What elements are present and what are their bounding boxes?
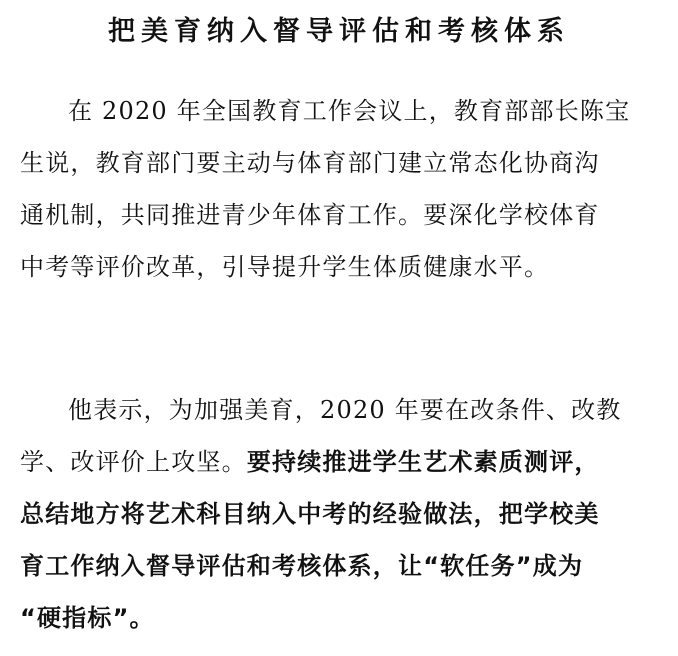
paragraph-2-line-5: “硬指标”。 [20,604,155,632]
paragraph-2-line-2-normal: 学、改评价上攻坚。 [20,448,247,476]
paragraph-2-line-4: 育工作纳入督导评估和考核体系，让“软任务”成为 [20,552,584,580]
paragraph-2-line-1: 他表示，为加强美育，2020 年要在改条件、改教 [68,396,622,424]
document-title: 把美育纳入督导评估和考核体系 [108,16,570,47]
paragraph-2-line-3: 总结地方将艺术科目纳入中考的经验做法，把学校美 [20,500,600,528]
paragraph-2-line-2 [20,436,660,488]
paragraph-2-line-2-bold: 要持续推进学生艺术素质测评， [246,448,600,476]
paragraph-1-line-2: 生说，教育部门要主动与体育部门建立常态化协商沟 [20,149,600,177]
paragraph-1-line-1: 在 2020 年全国教育工作会议上，教育部部长陈宝 [68,97,631,125]
paragraph-1 [20,85,660,293]
paragraph-1-line-4: 中考等评价改革，引导提升学生体质健康水平。 [20,253,550,281]
paragraph-2 [20,384,660,644]
paragraph-1-line-3: 通机制，共同推进青少年体育工作。要深化学校体育 [20,201,600,229]
